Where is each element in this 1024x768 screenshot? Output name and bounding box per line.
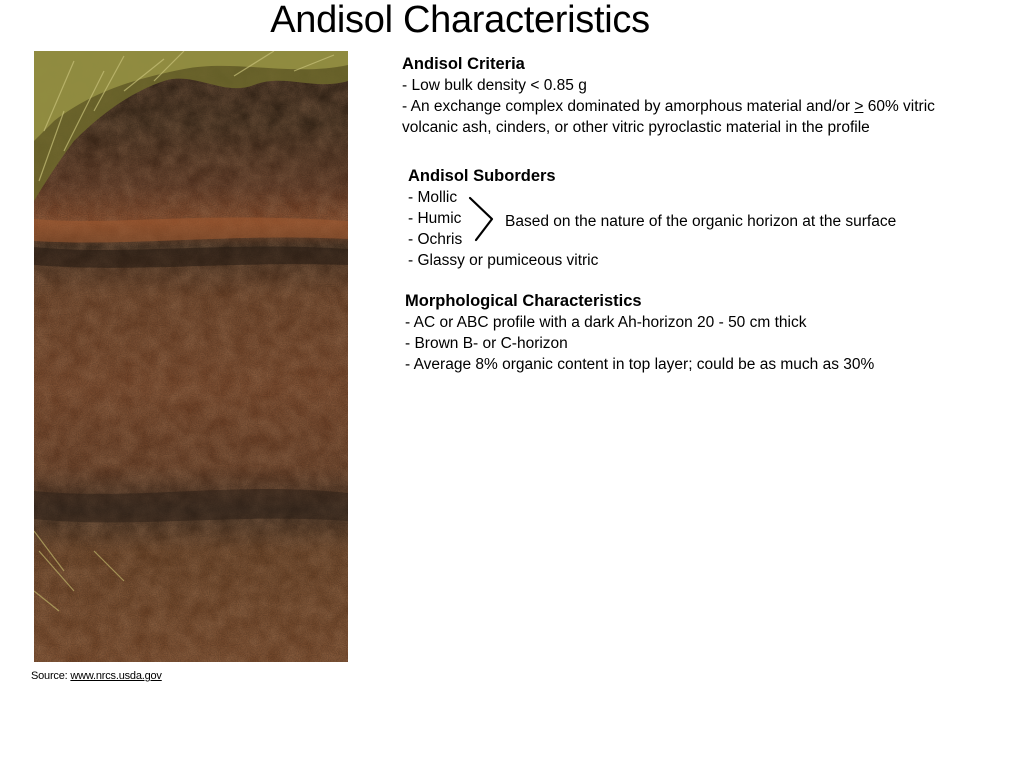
criteria-line: - Low bulk density < 0.85 g — [402, 77, 587, 94]
soil-profile-photo — [34, 51, 348, 662]
criteria-line — [402, 96, 935, 117]
source-link[interactable]: www.nrcs.usda.gov — [70, 670, 162, 682]
morphology-item: - Average 8% organic content in top layer; could be as much as 30% — [405, 356, 875, 373]
suborders-heading: Andisol Suborders — [408, 167, 556, 185]
suborder-item: - Mollic — [408, 189, 458, 206]
grouping-bracket-icon — [468, 196, 498, 242]
morphology-heading: Morphological Characteristics — [405, 292, 642, 310]
morphology-item: - AC or ABC profile with a dark Ah-horizon 20 - 50 cm thick — [405, 314, 807, 331]
suborder-item: - Glassy or pumiceous vitric — [408, 252, 599, 269]
criteria-line: volcanic ash, cinders, or other vitric pyroclastic material in the profile — [402, 119, 870, 136]
criteria-section — [402, 54, 935, 138]
suborder-item: - Ochris — [408, 231, 463, 248]
source-credit — [31, 670, 162, 683]
slide-title: Andisol Characteristics — [270, 0, 650, 41]
suborders-brace-note: Based on the nature of the organic horizon at the surface — [505, 213, 897, 230]
criteria-heading: Andisol Criteria — [402, 55, 525, 73]
greater-equal-symbol: > — [854, 98, 864, 115]
morphology-item: - Brown B- or C-horizon — [405, 335, 568, 352]
source-label: Source: — [31, 670, 68, 682]
suborder-item: - Humic — [408, 210, 462, 227]
criteria-line2-pre: - An exchange complex dominated by amorphous material and/or — [402, 98, 855, 115]
criteria-line2-post: 60% vitric — [863, 98, 935, 115]
morphology-section — [405, 291, 874, 375]
